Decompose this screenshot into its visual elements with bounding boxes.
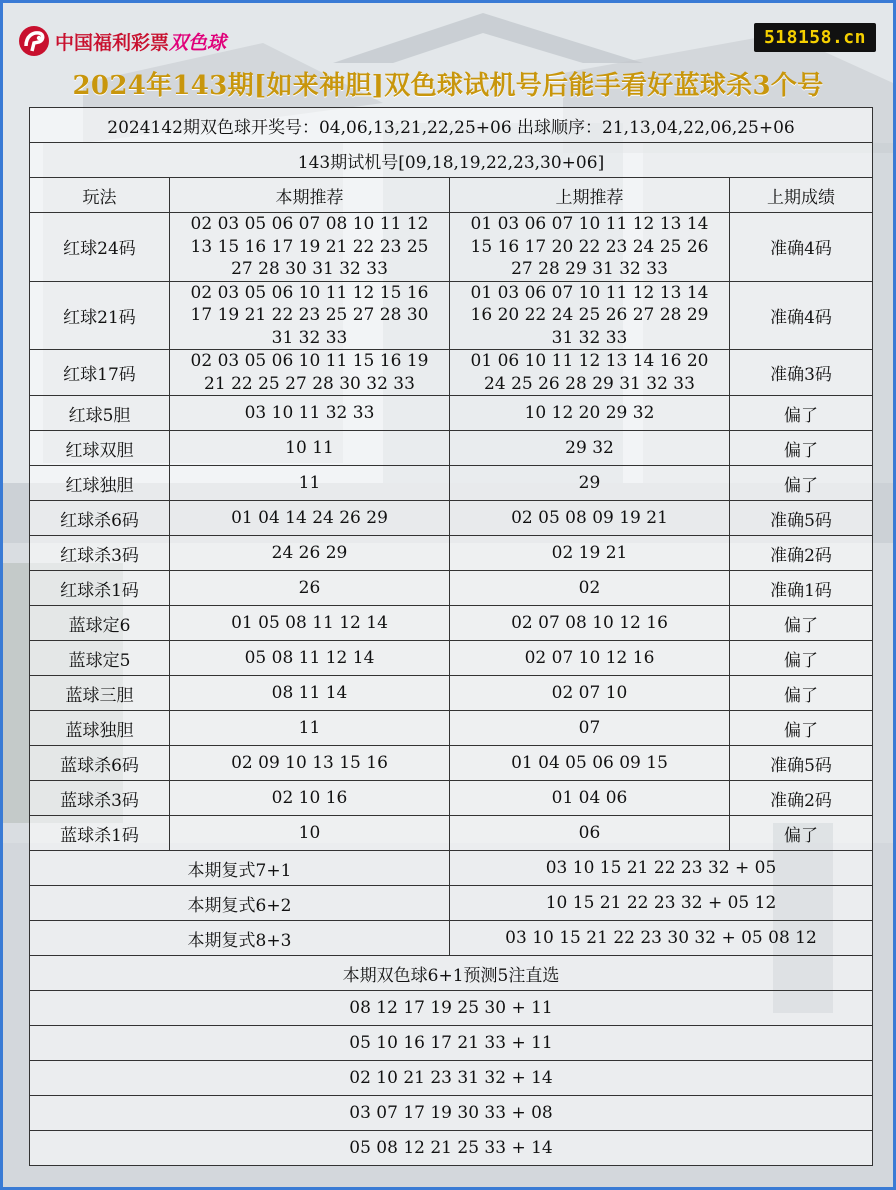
table-row	[30, 606, 873, 641]
previous-result: 偏了	[730, 641, 873, 676]
previous-numbers: 01 04 05 06 09 15	[450, 746, 730, 781]
previous-numbers: 29 32	[450, 431, 730, 466]
previous-numbers: 10 12 20 29 32	[450, 396, 730, 431]
current-numbers: 05 08 11 12 14	[170, 641, 450, 676]
previous-result: 偏了	[730, 466, 873, 501]
combo-label: 本期复式8+3	[30, 921, 450, 956]
current-numbers: 08 11 14	[170, 676, 450, 711]
previous-numbers: 02	[450, 571, 730, 606]
combo-label: 本期复式6+2	[30, 886, 450, 921]
previous-result: 偏了	[730, 711, 873, 746]
combo-value: 03 10 15 21 22 23 30 32 + 05 08 12	[450, 921, 873, 956]
header	[3, 3, 893, 108]
table-row	[30, 711, 873, 746]
previous-numbers: 01 03 06 07 10 11 12 13 14 16 20 22 24 25 26 27 28 29 31 32 33	[450, 281, 730, 350]
table-row	[30, 816, 873, 851]
previous-numbers: 29	[450, 466, 730, 501]
combo-value: 03 10 15 21 22 23 32 + 05	[450, 851, 873, 886]
column-header: 本期推荐	[170, 178, 450, 213]
test-row	[30, 143, 873, 178]
table-row	[30, 431, 873, 466]
current-numbers: 01 05 08 11 12 14	[170, 606, 450, 641]
draw-info: 2024142期双色球开奖号：04,06,13,21,22,25+06 出球顺序：21,13,04,22,06,25+06	[30, 108, 873, 143]
row-label: 蓝球杀3码	[30, 781, 170, 816]
previous-numbers: 02 19 21	[450, 536, 730, 571]
lottery-logo	[17, 23, 226, 59]
previous-result: 偏了	[730, 816, 873, 851]
current-numbers: 02 03 05 06 10 11 15 16 19 21 22 25 27 28 30 32 33	[170, 350, 450, 396]
current-numbers: 01 04 14 24 26 29	[170, 501, 450, 536]
previous-numbers: 02 07 08 10 12 16	[450, 606, 730, 641]
pick-row	[30, 1061, 873, 1096]
previous-numbers: 06	[450, 816, 730, 851]
row-label: 红球17码	[30, 350, 170, 396]
logo-text-ssq: 双色球	[169, 31, 227, 54]
row-label: 红球21码	[30, 281, 170, 350]
pick-numbers: 08 12 17 19 25 30 + 11	[30, 991, 873, 1026]
table-row	[30, 396, 873, 431]
current-numbers: 11	[170, 466, 450, 501]
combo-row	[30, 921, 873, 956]
row-label: 蓝球定6	[30, 606, 170, 641]
pick-row	[30, 1096, 873, 1131]
combo-row	[30, 851, 873, 886]
picks-title: 本期双色球6+1预测5注直选	[30, 956, 873, 991]
previous-result: 偏了	[730, 676, 873, 711]
previous-result: 偏了	[730, 606, 873, 641]
current-numbers: 11	[170, 711, 450, 746]
previous-numbers: 01 06 10 11 12 13 14 16 20 24 25 26 28 29 31 32 33	[450, 350, 730, 396]
combo-label: 本期复式7+1	[30, 851, 450, 886]
row-label: 红球双胆	[30, 431, 170, 466]
current-numbers: 10	[170, 816, 450, 851]
table-row	[30, 350, 873, 396]
previous-numbers: 07	[450, 711, 730, 746]
previous-numbers: 02 05 08 09 19 21	[450, 501, 730, 536]
previous-result: 准确2码	[730, 781, 873, 816]
row-label: 红球杀6码	[30, 501, 170, 536]
pick-row	[30, 1026, 873, 1061]
table-row	[30, 571, 873, 606]
current-numbers: 24 26 29	[170, 536, 450, 571]
draw-row	[30, 108, 873, 143]
row-label: 蓝球杀1码	[30, 816, 170, 851]
column-header: 上期推荐	[450, 178, 730, 213]
pick-numbers: 03 07 17 19 30 33 + 08	[30, 1096, 873, 1131]
column-header: 上期成绩	[730, 178, 873, 213]
page-title: 2024年143期[如来神胆]双色球试机号后能手看好蓝球杀3个号	[72, 71, 824, 101]
row-label: 蓝球独胆	[30, 711, 170, 746]
combo-row	[30, 886, 873, 921]
current-numbers: 10 11	[170, 431, 450, 466]
previous-result: 准确3码	[730, 350, 873, 396]
previous-result: 准确5码	[730, 501, 873, 536]
previous-result: 准确4码	[730, 281, 873, 350]
row-label: 红球24码	[30, 213, 170, 282]
row-label: 蓝球杀6码	[30, 746, 170, 781]
test-number: 143期试机号[09,18,19,22,23,30+06]	[30, 143, 873, 178]
row-label: 蓝球三胆	[30, 676, 170, 711]
row-label: 红球杀3码	[30, 536, 170, 571]
row-label: 红球杀1码	[30, 571, 170, 606]
previous-result: 偏了	[730, 396, 873, 431]
table-row	[30, 536, 873, 571]
prediction-table	[29, 107, 873, 1166]
current-numbers: 02 10 16	[170, 781, 450, 816]
previous-numbers: 02 07 10 12 16	[450, 641, 730, 676]
table-row	[30, 781, 873, 816]
pick-row	[30, 991, 873, 1026]
previous-numbers: 02 07 10	[450, 676, 730, 711]
table-row	[30, 676, 873, 711]
current-numbers: 02 03 05 06 07 08 10 11 12 13 15 16 17 19 21 22 23 25 27 28 30 31 32 33	[170, 213, 450, 282]
pick-numbers: 02 10 21 23 31 32 + 14	[30, 1061, 873, 1096]
table-row	[30, 466, 873, 501]
row-label: 红球独胆	[30, 466, 170, 501]
current-numbers: 26	[170, 571, 450, 606]
table-row	[30, 641, 873, 676]
row-label: 蓝球定5	[30, 641, 170, 676]
table-row	[30, 281, 873, 350]
combo-value: 10 15 21 22 23 32 + 05 12	[450, 886, 873, 921]
logo-text: 中国福利彩票	[55, 31, 170, 54]
current-numbers: 03 10 11 32 33	[170, 396, 450, 431]
current-numbers: 02 03 05 06 10 11 12 15 16 17 19 21 22 23 25 27 28 30 31 32 33	[170, 281, 450, 350]
previous-result: 偏了	[730, 431, 873, 466]
previous-numbers: 01 03 06 07 10 11 12 13 14 15 16 17 20 22 23 24 25 26 27 28 29 31 32 33	[450, 213, 730, 282]
welfare-lottery-logo-icon	[17, 24, 51, 58]
row-label: 红球5胆	[30, 396, 170, 431]
previous-result: 准确1码	[730, 571, 873, 606]
site-badge[interactable]: 518158.cn	[754, 23, 876, 52]
pick-numbers: 05 08 12 21 25 33 + 14	[30, 1131, 873, 1166]
table-header-row	[30, 178, 873, 213]
picks-title-row	[30, 956, 873, 991]
previous-result: 准确5码	[730, 746, 873, 781]
previous-result: 准确4码	[730, 213, 873, 282]
previous-numbers: 01 04 06	[450, 781, 730, 816]
table-row	[30, 746, 873, 781]
pick-numbers: 05 10 16 17 21 33 + 11	[30, 1026, 873, 1061]
table-row	[30, 501, 873, 536]
pick-row	[30, 1131, 873, 1166]
previous-result: 准确2码	[730, 536, 873, 571]
column-header: 玩法	[30, 178, 170, 213]
table-row	[30, 213, 873, 282]
current-numbers: 02 09 10 13 15 16	[170, 746, 450, 781]
